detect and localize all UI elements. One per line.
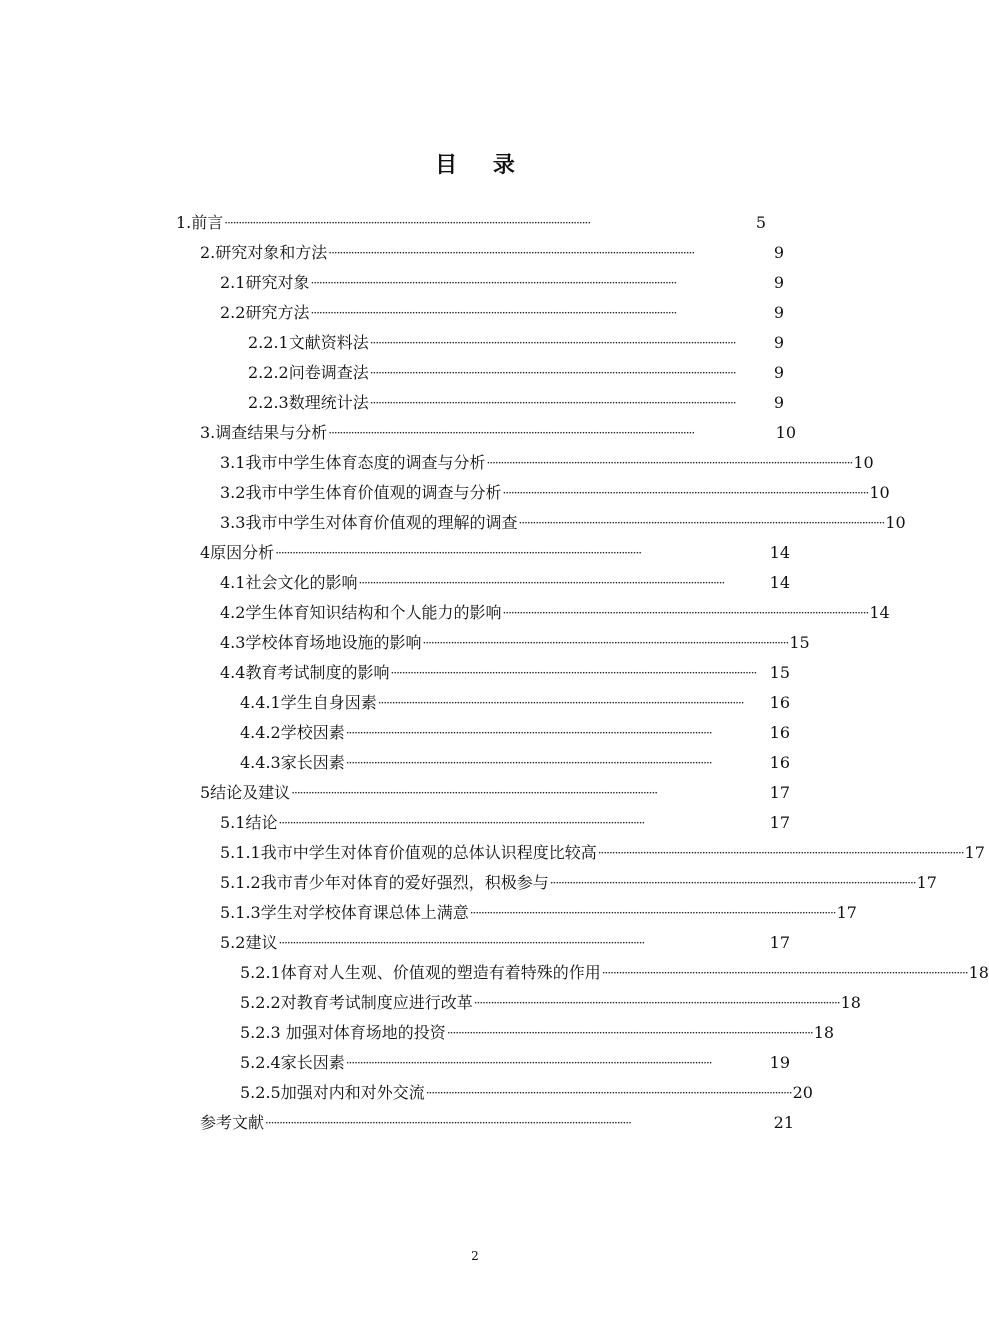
toc-entry[interactable] bbox=[240, 748, 790, 778]
toc-entry-page: 10 bbox=[885, 513, 906, 532]
toc-leader: ·································································································································· bbox=[310, 276, 677, 290]
toc-leader: ·································································································································· bbox=[345, 1056, 712, 1070]
toc-leader: ·································································································································· bbox=[310, 306, 677, 320]
toc-entry[interactable] bbox=[248, 358, 784, 388]
toc-entry-page: 21 bbox=[773, 1113, 794, 1132]
toc-leader: ·································································································································· bbox=[502, 486, 869, 500]
toc-entry-label: 3.2我市中学生体育价值观的调查与分析 bbox=[220, 483, 502, 502]
toc-entry-label: 5.2建议 bbox=[220, 933, 278, 952]
toc-entry-label: 2.2.1文献资料法 bbox=[248, 333, 369, 352]
toc-entry-label: 4.2学生体育知识结构和个人能力的影响 bbox=[220, 603, 502, 622]
toc-entry-page: 10 bbox=[869, 483, 890, 502]
toc-leader: ·································································································································· bbox=[328, 246, 695, 260]
toc-leader: ·································································································································· bbox=[597, 846, 964, 860]
toc-entry-page: 9 bbox=[773, 303, 784, 322]
toc-leader: ·································································································································· bbox=[345, 756, 712, 770]
toc-entry-label: 2.2.3数理统计法 bbox=[248, 393, 369, 412]
toc-entry[interactable] bbox=[220, 658, 790, 688]
toc-entry[interactable] bbox=[248, 388, 784, 418]
toc-entry-label: 5.2.5加强对内和对外交流 bbox=[240, 1083, 425, 1102]
toc-entry-page: 18 bbox=[813, 1023, 835, 1042]
toc-entry-page: 9 bbox=[773, 273, 784, 292]
toc-entry[interactable] bbox=[220, 838, 985, 868]
toc-entry[interactable] bbox=[220, 628, 810, 658]
toc-entry[interactable] bbox=[220, 898, 857, 928]
toc-entry-label: 4.4教育考试制度的影响 bbox=[220, 663, 390, 682]
toc-entry-page: 18 bbox=[968, 963, 989, 982]
toc-entry-page: 19 bbox=[769, 1053, 790, 1072]
toc-entry[interactable] bbox=[220, 478, 890, 508]
toc-entry[interactable] bbox=[200, 418, 796, 448]
toc-entry-label: 5.1.3学生对学校体育课总体上满意 bbox=[220, 903, 469, 922]
toc-entry-label: 2.研究对象和方法 bbox=[200, 243, 328, 262]
toc-entry[interactable] bbox=[240, 718, 790, 748]
toc-entry[interactable] bbox=[220, 598, 890, 628]
toc-entry-page: 17 bbox=[916, 873, 937, 892]
toc-entry-label: 5.1.2我市青少年对体育的爱好强烈，积极参与 bbox=[220, 873, 549, 892]
toc-entry-label: 3.调查结果与分析 bbox=[200, 423, 328, 442]
toc-entry-page: 10 bbox=[853, 453, 874, 472]
toc-entry-page: 15 bbox=[789, 633, 810, 652]
toc-entry-label: 5.1结论 bbox=[220, 813, 278, 832]
toc-entry-label: 4.4.3家长因素 bbox=[240, 753, 345, 772]
toc-entry-label: 1.前言 bbox=[176, 213, 224, 232]
toc-leader: ·································································································································· bbox=[425, 1086, 792, 1100]
page-number: 2 bbox=[471, 1249, 479, 1263]
toc-entry[interactable] bbox=[240, 688, 790, 718]
toc-entry-page: 9 bbox=[773, 363, 784, 382]
toc-leader: ·································································································································· bbox=[369, 336, 736, 350]
toc-entry-page: 9 bbox=[773, 243, 784, 262]
toc-entry-page: 17 bbox=[836, 903, 857, 922]
toc-leader: ·································································································································· bbox=[446, 1026, 813, 1040]
toc-leader: ·································································································································· bbox=[275, 546, 642, 560]
toc-entry-label: 4.4.1学生自身因素 bbox=[240, 693, 377, 712]
toc-entry-page: 5 bbox=[755, 213, 766, 232]
toc-entry[interactable] bbox=[240, 1018, 835, 1048]
toc-entry-page: 9 bbox=[773, 333, 784, 352]
toc-entry[interactable] bbox=[220, 268, 784, 298]
toc-leader: ·································································································································· bbox=[278, 936, 645, 950]
toc-leader: ·································································································································· bbox=[377, 696, 744, 710]
toc-leader: ·································································································································· bbox=[486, 456, 853, 470]
toc-leader: ·································································································································· bbox=[265, 1116, 631, 1130]
toc-entry-label: 3.1我市中学生体育态度的调查与分析 bbox=[220, 453, 486, 472]
toc-entry-page: 18 bbox=[840, 993, 861, 1012]
toc-entry-page: 16 bbox=[769, 693, 790, 712]
toc-leader: ·································································································································· bbox=[502, 606, 869, 620]
toc-entry-label: 参考文献 bbox=[200, 1113, 265, 1132]
toc-leader: ·································································································································· bbox=[518, 516, 885, 530]
toc-leader: ·································································································································· bbox=[328, 426, 695, 440]
toc-entry-page: 14 bbox=[769, 543, 790, 562]
toc-entry-label: 5.2.3 加强对体育场地的投资 bbox=[240, 1023, 446, 1042]
toc-entry[interactable] bbox=[220, 448, 874, 478]
toc-entry-label: 4.3学校体育场地设施的影响 bbox=[220, 633, 422, 652]
toc-leader: ·································································································································· bbox=[473, 996, 840, 1010]
toc-leader: ·································································································································· bbox=[278, 816, 645, 830]
toc-entry-label: 4原因分析 bbox=[200, 543, 275, 562]
toc-leader: ·································································································································· bbox=[469, 906, 836, 920]
toc-entry-label: 4.4.2学校因素 bbox=[240, 723, 345, 742]
toc-entry[interactable] bbox=[220, 568, 790, 598]
toc-entry-page: 9 bbox=[773, 393, 784, 412]
toc-entry-label: 5结论及建议 bbox=[200, 783, 291, 802]
toc-entry[interactable] bbox=[200, 538, 790, 568]
toc-leader: ·································································································································· bbox=[369, 366, 736, 380]
toc-entry-page: 14 bbox=[769, 573, 790, 592]
toc-leader: ·································································································································· bbox=[224, 216, 591, 230]
toc-entry[interactable] bbox=[200, 238, 784, 268]
toc-leader: ·································································································································· bbox=[422, 636, 789, 650]
toc-leader: ·································································································································· bbox=[291, 786, 658, 800]
toc-leader: ·································································································································· bbox=[358, 576, 725, 590]
toc-leader: ·································································································································· bbox=[601, 966, 968, 980]
toc-leader: ·································································································································· bbox=[549, 876, 916, 890]
toc-entry-label: 2.2.2问卷调查法 bbox=[248, 363, 369, 382]
toc-entry[interactable] bbox=[248, 328, 784, 358]
toc-entry-label: 5.1.1我市中学生对体育价值观的总体认识程度比较高 bbox=[220, 843, 597, 862]
toc-entry-page: 10 bbox=[775, 423, 796, 442]
toc-entry-page: 17 bbox=[769, 933, 790, 952]
toc-leader: ·································································································································· bbox=[390, 666, 757, 680]
toc-entry[interactable] bbox=[220, 928, 790, 958]
toc-entry[interactable] bbox=[176, 208, 766, 238]
toc-leader: ·································································································································· bbox=[369, 396, 736, 410]
toc-entry-page: 16 bbox=[769, 753, 790, 772]
toc-entry-label: 5.2.4家长因素 bbox=[240, 1053, 345, 1072]
toc-entry[interactable] bbox=[220, 508, 906, 538]
toc-entry-label: 2.2研究方法 bbox=[220, 303, 310, 322]
toc-entry[interactable] bbox=[240, 1078, 813, 1108]
toc-entry[interactable] bbox=[220, 868, 937, 898]
toc-entry-page: 16 bbox=[769, 723, 790, 742]
toc-entry-label: 5.2.2对教育考试制度应进行改革 bbox=[240, 993, 473, 1012]
toc-entry-page: 15 bbox=[769, 663, 790, 682]
toc-entry[interactable] bbox=[200, 1108, 794, 1138]
toc-entry[interactable] bbox=[240, 1048, 790, 1078]
toc-entry-label: 4.1社会文化的影响 bbox=[220, 573, 358, 592]
toc-entry-page: 20 bbox=[792, 1083, 813, 1102]
toc-title: 目 录 bbox=[435, 152, 529, 178]
toc-entry-label: 5.2.1体育对人生观、价值观的塑造有着特殊的作用 bbox=[240, 963, 601, 982]
toc-entry-page: 17 bbox=[769, 813, 790, 832]
toc-entry-page: 17 bbox=[769, 783, 790, 802]
toc-entry[interactable] bbox=[220, 808, 790, 838]
toc-entry-label: 2.1研究对象 bbox=[220, 273, 310, 292]
toc-entry[interactable] bbox=[220, 298, 784, 328]
toc-entry[interactable] bbox=[240, 988, 861, 1018]
toc-leader: ·································································································································· bbox=[345, 726, 712, 740]
toc-entry-page: 17 bbox=[964, 843, 985, 862]
toc-entry[interactable] bbox=[200, 778, 790, 808]
toc-entry-page: 14 bbox=[869, 603, 890, 622]
toc-entry-label: 3.3我市中学生对体育价值观的理解的调查 bbox=[220, 513, 518, 532]
toc-entry[interactable] bbox=[240, 958, 989, 988]
